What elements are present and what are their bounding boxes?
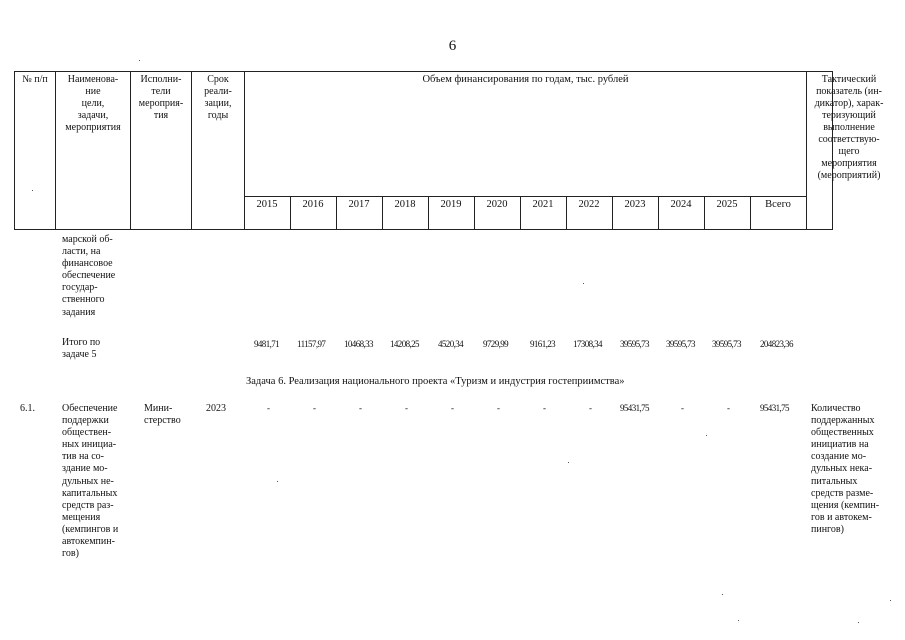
row-6-1-name: Обеспечение поддержки обществен- ных инициа- тив на со- здание мо- дульных не- капитальных средств раз- мещения (кемпингов и автокемпин- гов) (62, 403, 119, 560)
total-2024: 39595,73 (666, 339, 695, 349)
row-6-1-term: 2023 (206, 403, 226, 414)
year-2021: 2021 (532, 199, 554, 210)
total-2021: 9161,23 (530, 339, 556, 349)
total-2022: 17308,34 (573, 339, 602, 349)
row-6-1-indicator: Количество поддержанных общественных инициатив на создание мо- дульных нека- питальных средств разме- щения (кемпин- гов и автокем- пингов) (811, 403, 880, 535)
row-6-1-2020: - (497, 403, 500, 413)
year-2019: 2019 (440, 199, 462, 210)
year-2022: 2022 (578, 199, 600, 210)
header-indicator: Тактический показатель (ин- дикатор), харак- теризующий выполнение соответствую- щего мероприятия (мероприятий) (814, 74, 884, 181)
row-6-1-executor: Мини- стерство (144, 403, 181, 427)
year-total: Всего (765, 199, 791, 210)
row-6-1-2025: - (727, 403, 730, 413)
page-number: 6 (448, 38, 457, 54)
row-6-1-2024: - (681, 403, 684, 413)
year-2020: 2020 (486, 199, 508, 210)
continued-activity-text: марской об- ласти, на финансовое обеспечение государ- ственного задания (62, 234, 116, 318)
total-2025: 39595,73 (712, 339, 741, 349)
row-6-1-2017: - (359, 403, 362, 413)
year-2023: 2023 (624, 199, 646, 210)
header-executors: Исполни- тели мероприя- тия (138, 74, 184, 121)
total-2019: 4520,34 (438, 339, 464, 349)
header-name: Наименова- ние цели, задачи, мероприятия (65, 74, 121, 133)
row-6-1-2018: - (405, 403, 408, 413)
row-6-1-2015: - (267, 403, 270, 413)
total-2016: 11157,97 (297, 339, 326, 349)
total-all: 204823,36 (760, 339, 793, 349)
task6-title: Задача 6. Реализация национального проекта «Туризм и индустрия гостеприимства» (246, 376, 625, 387)
row-6-1-2022: - (589, 403, 592, 413)
row-6-1-2023: 95431,75 (620, 403, 649, 413)
year-2015: 2015 (256, 199, 278, 210)
total-task5-label: Итого по задаче 5 (62, 337, 101, 361)
total-2017: 10468,33 (344, 339, 373, 349)
header-number: № п/п (22, 74, 48, 85)
row-6-1-2021: - (543, 403, 546, 413)
header-finance: Объем финансирования по годам, тыс. рублей (422, 74, 629, 85)
year-2024: 2024 (670, 199, 692, 210)
row-6-1-number: 6.1. (20, 403, 35, 414)
total-2023: 39595,73 (620, 339, 649, 349)
row-6-1-2019: - (451, 403, 454, 413)
total-2015: 9481,71 (254, 339, 280, 349)
total-2020: 9729,99 (483, 339, 509, 349)
year-2025: 2025 (716, 199, 738, 210)
total-2018: 14208,25 (390, 339, 419, 349)
row-6-1-total: 95431,75 (760, 403, 789, 413)
row-6-1-2016: - (313, 403, 316, 413)
header-term: Срок реали- зации, годы (204, 74, 232, 121)
year-2017: 2017 (348, 199, 370, 210)
year-2018: 2018 (394, 199, 416, 210)
year-2016: 2016 (302, 199, 324, 210)
